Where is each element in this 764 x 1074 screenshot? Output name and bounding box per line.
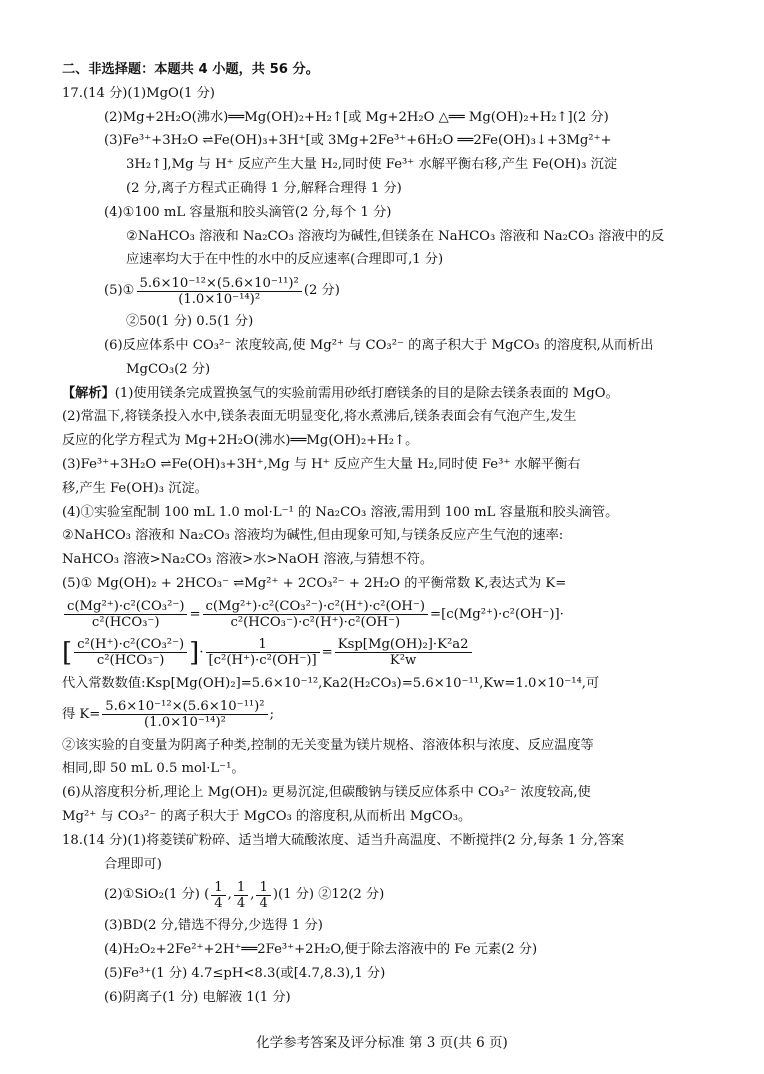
q18-fraction-1 (211, 880, 225, 911)
fraction-denominator: c²(HCO₃⁻) (96, 653, 165, 669)
analysis-line-9: (5)① Mg(OH)₂ + 2HCO₃⁻ ⇌Mg²⁺ + 2CO₃²⁻ + 2H₂O 的平衡常数 K,表达式为 K= (62, 575, 567, 591)
eq2-equals: = (321, 644, 333, 660)
q17-line-11: (6)反应体系中 CO₃²⁻ 浓度较高,使 Mg²⁺ 与 CO₃²⁻ 的离子积大于 MgCO₃ 的溶度积,从而析出 (104, 337, 654, 353)
fraction-numerator: 5.6×10⁻¹²×(5.6×10⁻¹¹)² (102, 699, 267, 715)
fraction-numerator: Ksp[Mg(OH)₂]·K²a2 (335, 637, 472, 653)
q18-line-6: (5)Fe³⁺(1 分) 4.7≤pH<8.3(或[4.7,8.3),1 分) (104, 965, 386, 981)
q17-line-3: (3)Fe³⁺+3H₂O ⇌Fe(OH)₃+3H⁺[或 3Mg+2Fe³⁺+6H₂O ══2Fe(OH)₃↓+3Mg²⁺+ (104, 133, 612, 149)
fraction-numerator: 1 (211, 880, 225, 896)
q17-line-4: 3H₂↑],Mg 与 H⁺ 反应产生大量 H₂,同时使 Fe³⁺ 水解平衡右移,产生 Fe(OH)₃ 沉淀 (126, 157, 618, 173)
fraction-numerator: 1 (256, 880, 270, 896)
analysis-label: 【解析】 (62, 385, 115, 401)
analysis-line-6: (4)①实验室配制 100 mL 1.0 mol·L⁻¹ 的 Na₂CO₃ 溶液,需用到 100 mL 容量瓶和胶头滴管。 (62, 504, 619, 520)
analysis-text-1: (1)使用镁条完成置换氢气的实验前需用砂纸打磨镁条的目的是除去镁条表面的 MgO。 (114, 385, 619, 401)
fraction-numerator: c(Mg²⁺)·c²(CO₃²⁻)·c²(H⁺)·c²(OH⁻) (203, 599, 429, 615)
q17-line-8: 应速率均大于在中性的水中的反应速率(合理即可,1 分) (126, 252, 444, 268)
question-18 (62, 829, 714, 1010)
analysis-line-12: 相同,即 50 mL 0.5 mol·L⁻¹。 (62, 761, 245, 777)
fraction-numerator: c(Mg²⁺)·c²(CO₃²⁻) (64, 599, 187, 615)
eq1-tail: =[c(Mg²⁺)·c²(OH⁻)]· (430, 606, 564, 622)
fraction-denominator: (1.0×10⁻¹⁴)² (143, 715, 226, 731)
analysis-line-10: 代入常数数值:Ksp[Mg(OH)₂]=5.6×10⁻¹²,Ka2(H₂CO₃)=5.6×10⁻¹¹,Kw=1.0×10⁻¹⁴,可 (62, 675, 600, 691)
fraction-denominator: K²w (389, 653, 417, 669)
q18-line-4: (3)BD(2 分,错选不得分,少选得 1 分) (104, 918, 323, 934)
analysis-line-7: ②NaHCO₃ 溶液和 Na₂CO₃ 溶液均为碱性,但由现象可知,与镁条反应产生气泡的速率: (62, 528, 564, 544)
q17-line-6: (4)①100 mL 容量瓶和胶头滴管(2 分,每个 1 分) (104, 204, 392, 220)
analysis-line-14: Mg²⁺ 与 CO₃²⁻ 的离子积大于 MgCO₃ 的溶度积,从而析出 MgCO₃。 (62, 808, 472, 824)
fraction-denominator: 4 (236, 895, 246, 911)
eq3-fraction (102, 699, 267, 730)
analysis-line-4: (3)Fe³⁺+3H₂O ⇌Fe(OH)₃+3H⁺,Mg 与 H⁺ 反应产生大量 H₂,同时使 Fe³⁺ 水解平衡右 (62, 456, 581, 472)
q18-comma-1: , (227, 887, 232, 903)
eq2-fraction-2 (206, 637, 320, 668)
fraction-numerator: 1 (206, 637, 320, 653)
fraction-numerator: c²(H⁺)·c²(CO₃²⁻) (74, 637, 187, 653)
q18-line-7: (6)阴离子(1 分) 电解液 1(1 分) (104, 989, 291, 1005)
q17-line-12: MgCO₃(2 分) (126, 361, 211, 377)
q17-line-2: (2)Mg+2H₂O(沸水)══Mg(OH)₂+H₂↑[或 Mg+2H₂O △══ Mg(OH)₂+H₂↑](2 分) (104, 109, 609, 125)
equation-line-2 (62, 634, 714, 672)
page-footer: 化学参考答案及评分标准 第 3 页(共 6 页) (256, 1035, 508, 1051)
analysis-block (62, 382, 714, 829)
left-bracket-icon: [ (62, 637, 73, 668)
q18-line-2: 合理即可) (104, 856, 162, 872)
equation-line-3 (62, 696, 714, 734)
analysis-line-3: 反应的化学方程式为 Mg+2H₂O(沸水)══Mg(OH)₂+H₂↑。 (62, 433, 419, 449)
q18-comma-2: , (250, 887, 255, 903)
q17-fraction (137, 276, 302, 307)
q18-fraction-3 (256, 880, 270, 911)
q17-l9-pre: (5)① (104, 283, 135, 299)
eq2-fraction-1 (74, 637, 187, 668)
eq1-fraction-2 (203, 599, 429, 630)
fraction-denominator: c²(HCO₃⁻)·c²(H⁺)·c²(OH⁻) (230, 615, 401, 631)
q18-line-3 (62, 876, 714, 914)
q18-l3-pre: (2)①SiO₂(1 分) ( (104, 887, 210, 903)
eq2-fraction-3 (335, 637, 472, 668)
q18-line-5: (4)H₂O₂+2Fe²⁺+2H⁺══2Fe³⁺+2H₂O,便于除去溶液中的 Fe 元素(2 分) (104, 942, 538, 958)
q18-line-1: 18.(14 分)(1)将菱镁矿粉碎、适当增大硫酸浓度、适当升高温度、不断搅拌(2 分,每条 1 分,答案 (62, 832, 625, 848)
eq3-pre: 得 K= (62, 706, 101, 722)
question-17 (62, 82, 714, 382)
eq3-post: ; (269, 706, 275, 722)
answer-page (62, 58, 714, 1010)
q18-fraction-2 (234, 880, 248, 911)
q17-line-1: 17.(14 分)(1)MgO(1 分) (62, 85, 215, 101)
q18-l3-post: )(1 分) ②12(2 分) (272, 887, 385, 903)
analysis-line-1 (62, 382, 714, 406)
equation-line-1 (62, 596, 714, 634)
analysis-line-11: ②该实验的自变量为阴离子种类,控制的无关变量为镁片规格、溶液体积与浓度、反应温度等 (62, 737, 594, 753)
eq1-equals: = (189, 606, 201, 622)
fraction-denominator: 4 (259, 895, 268, 911)
right-bracket-icon: ] (189, 637, 200, 668)
section-title: 二、非选择题：本题共 4 小题，共 56 分。 (62, 62, 319, 77)
q17-line-9 (62, 272, 714, 310)
analysis-line-8: NaHCO₃ 溶液>Na₂CO₃ 溶液>水>NaOH 溶液,与猜想不符。 (62, 552, 434, 568)
fraction-numerator: 1 (234, 880, 248, 896)
fraction-denominator: [c²(H⁺)·c²(OH⁻)] (208, 653, 317, 669)
analysis-line-13: (6)从溶度积分析,理论上 Mg(OH)₂ 更易沉淀,但碳酸钠与镁反应体系中 CO₃²⁻ 浓度较高,使 (62, 785, 591, 801)
eq2-dot: · (199, 644, 204, 660)
eq1-fraction-1 (64, 599, 187, 630)
analysis-line-2: (2)常温下,将镁条投入水中,镁条表面无明显变化,将水煮沸后,镁条表面会有气泡产生,发生 (62, 409, 577, 425)
q17-line-7: ②NaHCO₃ 溶液和 Na₂CO₃ 溶液均为碱性,但镁条在 NaHCO₃ 溶液和 Na₂CO₃ 溶液中的反 (126, 228, 665, 244)
q17-line-5: (2 分,离子方程式正确得 1 分,解释合理得 1 分) (126, 180, 402, 196)
q17-l9-post: (2 分) (303, 283, 340, 299)
analysis-line-5: 移,产生 Fe(OH)₃ 沉淀。 (62, 480, 208, 496)
fraction-denominator: c²(HCO₃⁻) (91, 615, 160, 631)
fraction-denominator: (1.0×10⁻¹⁴)² (178, 291, 261, 307)
q17-line-10: ②50(1 分) 0.5(1 分) (126, 314, 254, 330)
fraction-numerator: 5.6×10⁻¹²×(5.6×10⁻¹¹)² (137, 276, 302, 292)
fraction-denominator: 4 (214, 895, 223, 911)
